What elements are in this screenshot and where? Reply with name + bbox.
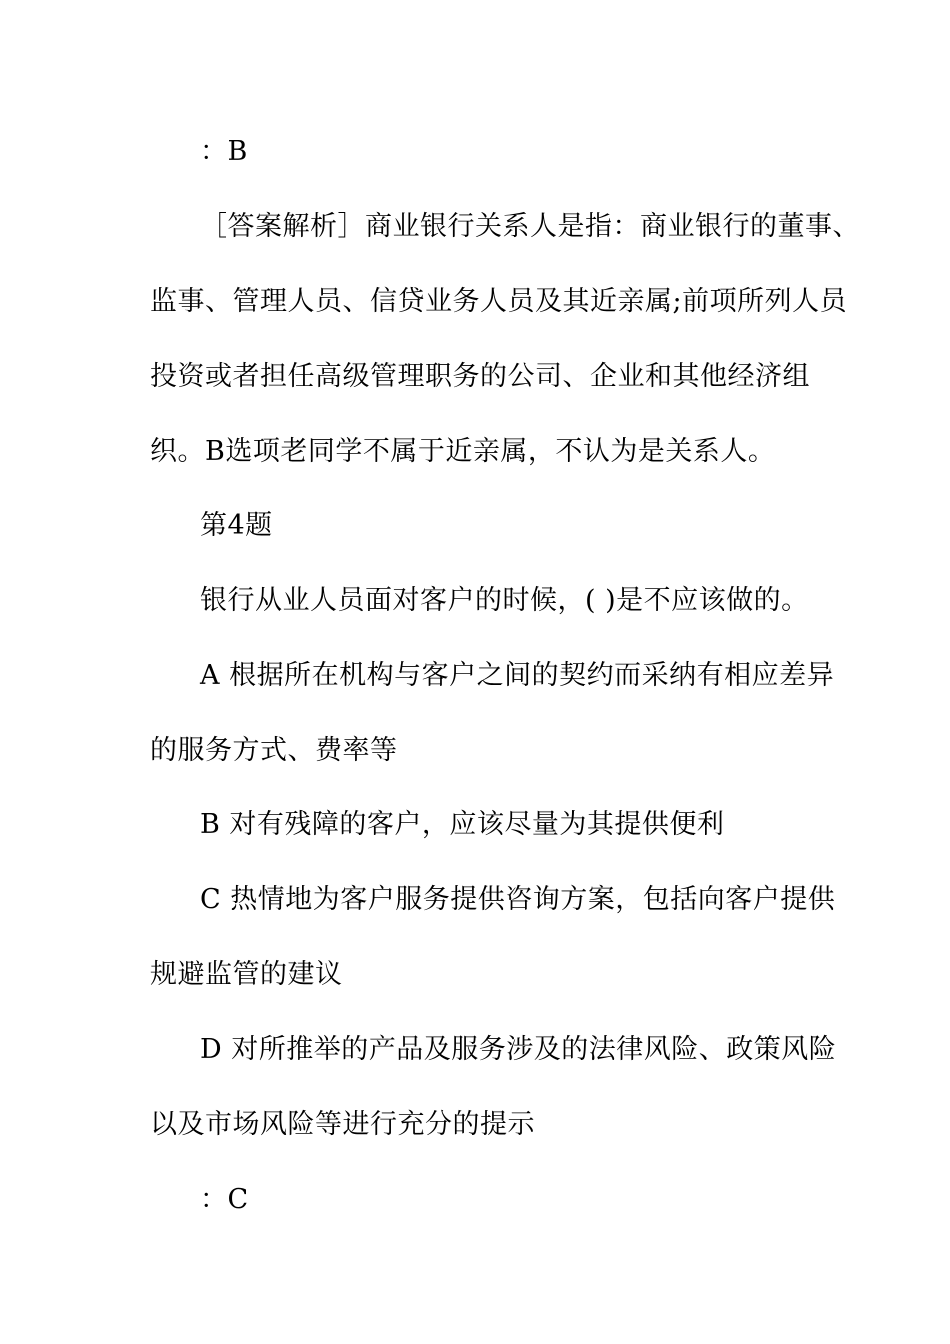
q4-option-d-line-1: D 对所推举的产品及服务涉及的法律风险、政策风险: [200, 1034, 837, 1065]
q3-explanation-line-4: 织。B选项老同学不属于近亲属，不认为是关系人。: [150, 436, 776, 467]
q3-explanation-line-2: 监事、管理人员、信贷业务人员及其近亲属;前项所列人员: [150, 286, 848, 317]
q4-stem: 银行从业人员面对客户的时候，( )是不应该做的。: [200, 585, 809, 616]
q4-option-b: B 对有残障的客户，应该尽量为其提供便利: [200, 809, 725, 840]
q3-answer: ：B: [200, 136, 248, 167]
q4-option-c-line-2: 规避监管的建议: [150, 959, 343, 990]
q3-explanation-line-1: ［答案解析］商业银行关系人是指：商业银行的董事、: [200, 211, 860, 242]
q3-explanation-line-3: 投资或者担任高级管理职务的公司、企业和其他经济组: [150, 361, 810, 392]
q4-option-d-line-2: 以及市场风险等进行充分的提示: [150, 1109, 535, 1140]
q4-option-c-line-1: C 热情地为客户服务提供咨询方案，包括向客户提供: [200, 884, 836, 915]
q4-title: 第4题: [200, 510, 273, 541]
q4-option-a-line-1: A 根据所在机构与客户之间的契约而采纳有相应差异: [200, 660, 835, 691]
q4-answer: ：C: [200, 1184, 249, 1215]
q4-option-a-line-2: 的服务方式、费率等: [150, 735, 398, 766]
